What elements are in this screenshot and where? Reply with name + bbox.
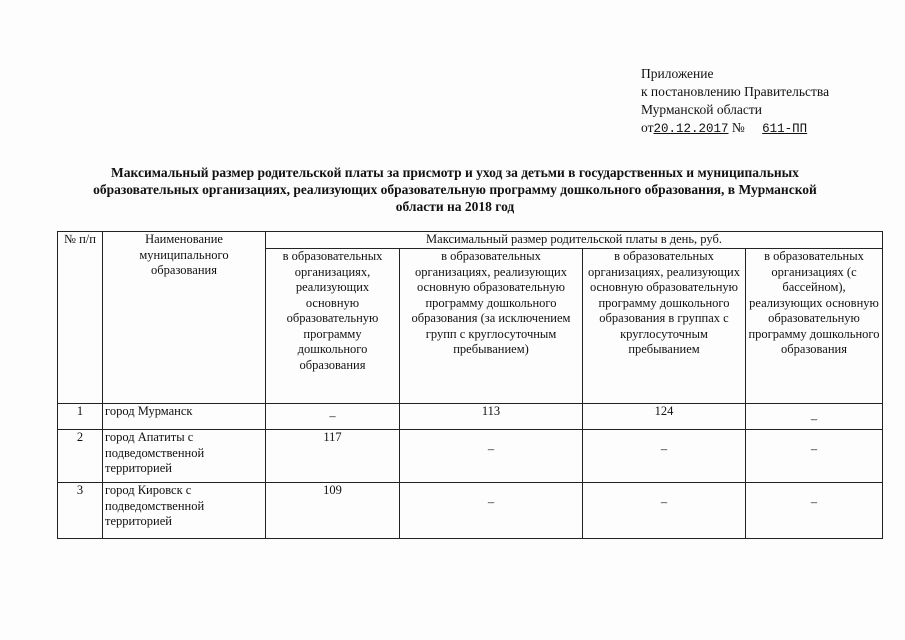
row-cell-3: – [583, 483, 746, 539]
row-cell-1: 109 [266, 483, 400, 539]
row-cell-2: – [400, 430, 583, 483]
row-cell-1: 117 [266, 430, 400, 483]
row-cell-1: – [266, 404, 400, 430]
header-col-2: в образовательных организациях, реализующих основную образовательную программу дошкольного образования (за исключением групп с круглосуточным пребыванием) [400, 249, 583, 404]
appendix-label: Приложение [641, 66, 714, 81]
row-name: город Кировск с подведомственной территорией [103, 483, 266, 539]
number-sign: № [731, 120, 745, 135]
header-name: Наименование муниципального образования [103, 232, 266, 404]
row-cell-4: – [746, 404, 883, 430]
resolution-number: 611-ПП [762, 122, 808, 136]
header-col-1: в образовательных организациях, реализующих основную образовательную программу дошкольного образования [266, 249, 400, 404]
fee-table [57, 231, 883, 539]
row-num: 3 [58, 483, 103, 539]
row-name: город Мурманск [103, 404, 266, 430]
row-cell-2: – [400, 483, 583, 539]
header-num: № п/п [58, 232, 103, 404]
row-num: 1 [58, 404, 103, 430]
row-cell-4: – [746, 483, 883, 539]
row-cell-3: – [583, 430, 746, 483]
appendix-block [641, 65, 829, 138]
table-row [58, 404, 883, 430]
date-prefix: от [641, 120, 654, 135]
header-row-1 [58, 232, 883, 249]
appendix-region-line: Мурманской области [641, 102, 762, 117]
row-cell-2: 113 [400, 404, 583, 430]
row-cell-3: 124 [583, 404, 746, 430]
document-title: Максимальный размер родительской платы за присмотр и уход за детьми в государственных и муниципальных образовательных организациях, реализующих образовательную программу дошкольного образования, в Мурманской области на 2018 год [93, 165, 817, 214]
resolution-date: 20.12.2017 [653, 122, 729, 136]
header-group: Максимальный размер родительской платы в день, руб. [266, 232, 883, 249]
header-col-4: в образовательных организациях (с бассейном), реализующих основную образовательную программу дошкольного образования [746, 249, 883, 404]
row-num: 2 [58, 430, 103, 483]
appendix-resolution-line: к постановлению Правительства [641, 84, 830, 99]
appendix-date-line [641, 119, 829, 138]
header-col-3: в образовательных организациях, реализующих основную образовательную программу дошкольного образования в группах с круглосуточным пребыванием [583, 249, 746, 404]
row-name: город Апатиты с подведомственной территорией [103, 430, 266, 483]
table-row [58, 483, 883, 539]
table-row [58, 430, 883, 483]
row-cell-4: – [746, 430, 883, 483]
